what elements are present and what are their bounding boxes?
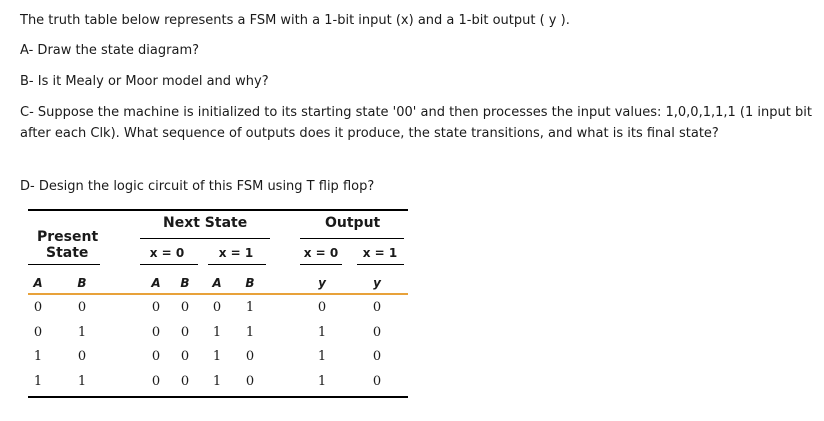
- cell-present-b: 1: [77, 374, 87, 389]
- cell-next1-b: 0: [245, 349, 255, 364]
- cell-present-a: 1: [33, 374, 43, 389]
- col-output0-y: y: [318, 276, 326, 290]
- cell-present-a: 0: [33, 300, 43, 315]
- question-part-c-line2: after each Clk). What sequence of outputs does it produce, the state transitions, and what is its final state?: [20, 126, 719, 141]
- cell-next1-a: 1: [212, 349, 222, 364]
- cell-present-b: 1: [77, 325, 87, 340]
- question-part-a: A- Draw the state diagram?: [20, 43, 200, 58]
- output-x1-rule: [357, 264, 404, 265]
- cell-present-b: 0: [77, 349, 87, 364]
- next-state-header: Next State: [163, 215, 248, 231]
- col-output1-y: y: [373, 276, 381, 290]
- output-x0-label: x = 0: [303, 246, 339, 260]
- header-separator: [28, 293, 408, 295]
- cell-output1: 0: [372, 349, 382, 364]
- cell-next1-b: 0: [245, 374, 255, 389]
- next-state-rule: [140, 238, 270, 239]
- cell-output1: 0: [372, 374, 382, 389]
- question-intro: The truth table below represents a FSM with a 1-bit input (x) and a 1-bit output ( y ).: [20, 13, 570, 28]
- next-x1-rule: [208, 264, 266, 265]
- cell-next0-b: 0: [180, 325, 190, 340]
- col-present-b: B: [77, 276, 87, 290]
- cell-output0: 1: [317, 349, 327, 364]
- cell-output0: 1: [317, 325, 327, 340]
- cell-next0-a: 0: [151, 300, 161, 315]
- cell-output1: 0: [372, 325, 382, 340]
- output-header: Output: [325, 215, 381, 231]
- question-part-c-line1: C- Suppose the machine is initialized to its starting state '00' and then processes the input values: 1,0,0,1,1,1 (1 input bit: [20, 105, 812, 120]
- cell-output0: 0: [317, 300, 327, 315]
- output-x0-rule: [300, 264, 342, 265]
- present-state-rule: [28, 264, 100, 265]
- cell-present-a: 0: [33, 325, 43, 340]
- cell-next1-b: 1: [245, 325, 255, 340]
- cell-next1-a: 1: [212, 325, 222, 340]
- next-x0-rule: [140, 264, 198, 265]
- cell-present-b: 0: [77, 300, 87, 315]
- question-part-b: B- Is it Mealy or Moor model and why?: [20, 74, 269, 89]
- col-next0-a: A: [151, 276, 161, 290]
- cell-next0-b: 0: [180, 300, 190, 315]
- question-part-d: D- Design the logic circuit of this FSM using T flip flop?: [20, 179, 375, 194]
- output-rule: [300, 238, 404, 239]
- cell-output0: 1: [317, 374, 327, 389]
- table-bottom-rule: [28, 396, 408, 398]
- cell-next0-a: 0: [151, 325, 161, 340]
- cell-next0-b: 0: [180, 349, 190, 364]
- next-x1-label: x = 1: [218, 246, 254, 260]
- present-state-header-line2: State: [46, 245, 89, 261]
- cell-next1-b: 1: [245, 300, 255, 315]
- col-next0-b: B: [180, 276, 190, 290]
- cell-output1: 0: [372, 300, 382, 315]
- col-present-a: A: [33, 276, 43, 290]
- cell-next0-a: 0: [151, 349, 161, 364]
- cell-present-a: 1: [33, 349, 43, 364]
- next-x0-label: x = 0: [149, 246, 185, 260]
- present-state-header-line1: Present: [37, 229, 99, 245]
- col-next1-a: A: [212, 276, 222, 290]
- cell-next0-a: 0: [151, 374, 161, 389]
- cell-next1-a: 0: [212, 300, 222, 315]
- table-top-rule: [28, 209, 408, 211]
- cell-next0-b: 0: [180, 374, 190, 389]
- cell-next1-a: 1: [212, 374, 222, 389]
- col-next1-b: B: [245, 276, 255, 290]
- output-x1-label: x = 1: [362, 246, 398, 260]
